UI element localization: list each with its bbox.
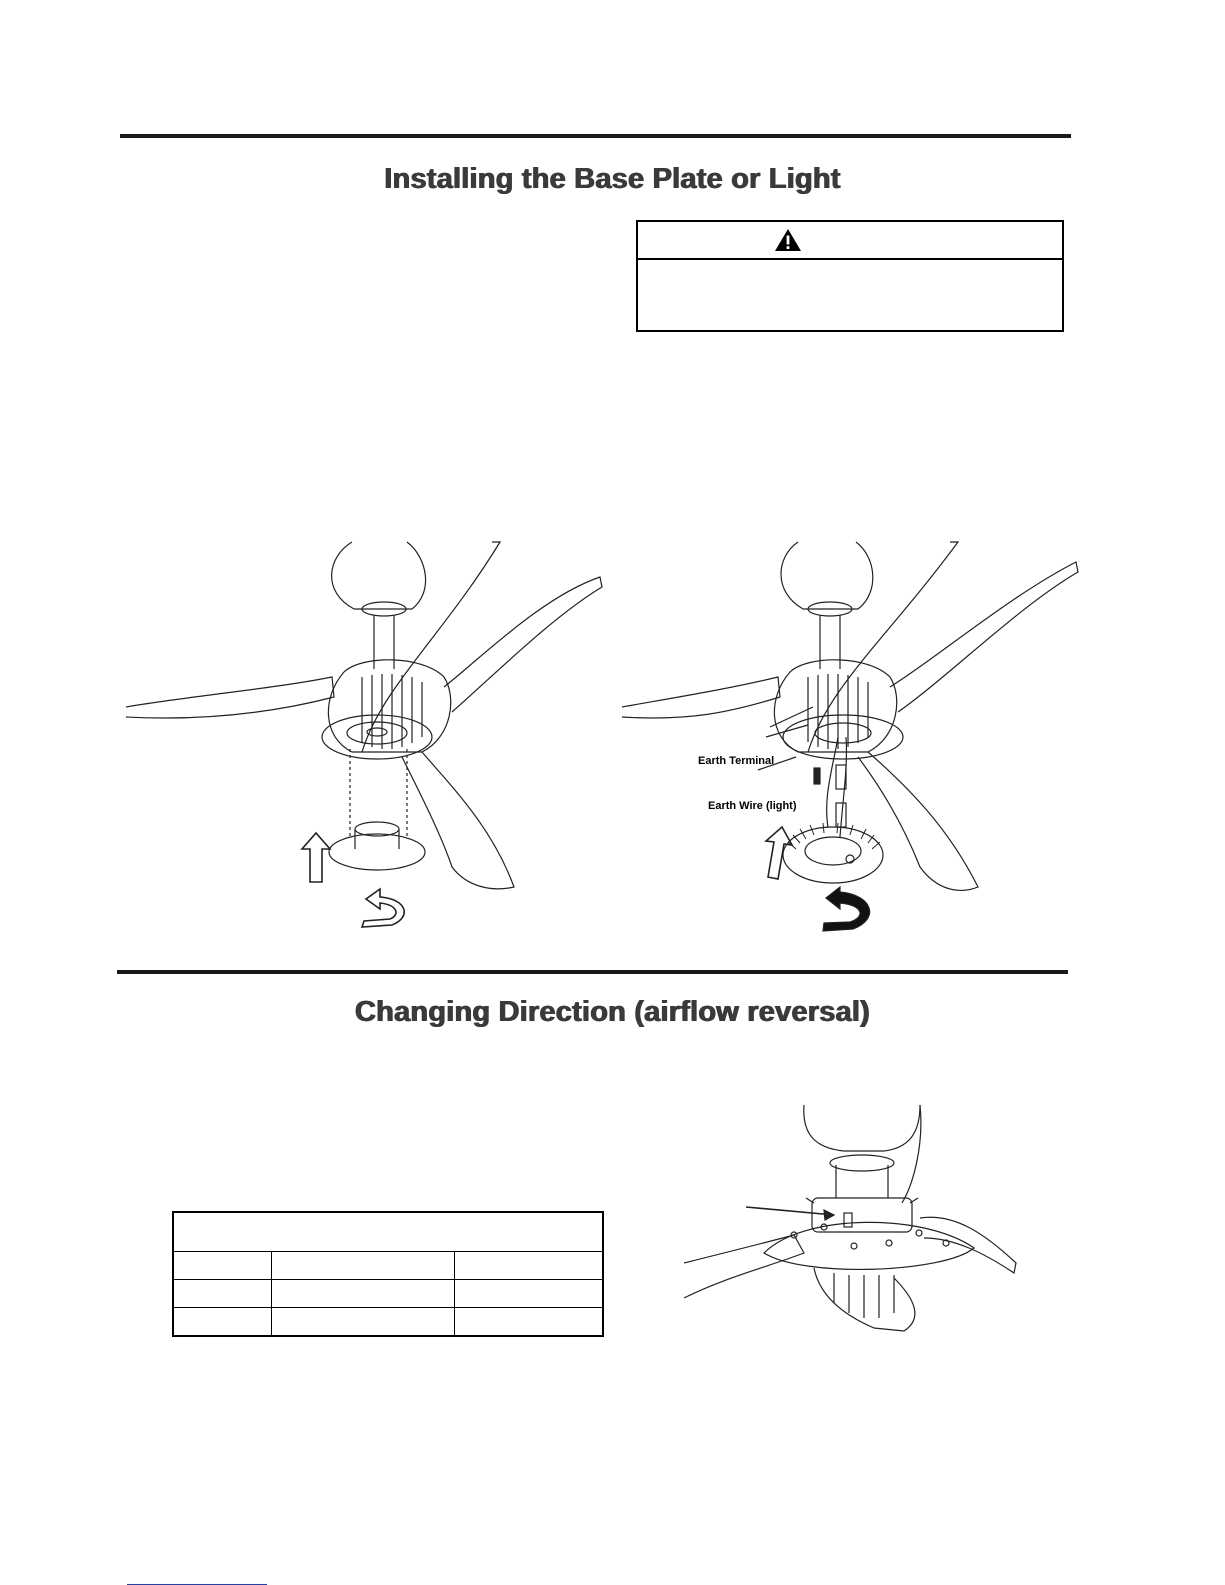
top-divider bbox=[120, 134, 1071, 138]
section-title-changing-direction: Changing Direction (airflow reversal) bbox=[355, 996, 870, 1028]
middle-divider bbox=[117, 970, 1068, 974]
warning-box bbox=[636, 220, 1064, 332]
table-cell bbox=[455, 1308, 604, 1337]
figure-light-kit bbox=[618, 537, 1080, 937]
warning-box-header bbox=[638, 222, 1062, 260]
table-cell bbox=[272, 1308, 455, 1337]
table-row bbox=[173, 1280, 603, 1308]
rotate-arrow-icon bbox=[823, 887, 870, 931]
table-cell bbox=[455, 1252, 604, 1280]
table-cell bbox=[173, 1280, 272, 1308]
rotate-arrow-icon bbox=[362, 889, 404, 927]
table-header-cell bbox=[173, 1212, 603, 1252]
table-cell bbox=[272, 1280, 455, 1308]
warning-triangle-icon bbox=[774, 228, 802, 252]
figure-base-plate bbox=[122, 537, 604, 937]
earth-wire-label: Earth Wire (light) bbox=[708, 800, 797, 812]
arrow-up-icon bbox=[302, 833, 330, 882]
table-row bbox=[173, 1308, 603, 1337]
table-cell bbox=[173, 1308, 272, 1337]
table-row bbox=[173, 1212, 603, 1252]
table-cell bbox=[455, 1280, 604, 1308]
direction-table bbox=[172, 1211, 604, 1337]
table-row bbox=[173, 1252, 603, 1280]
table-cell bbox=[173, 1252, 272, 1280]
earth-terminal-label: Earth Terminal bbox=[698, 755, 775, 767]
section-title-base-plate: Installing the Base Plate or Light bbox=[384, 163, 841, 195]
figure-direction-switch bbox=[684, 1103, 1020, 1345]
table-cell bbox=[272, 1252, 455, 1280]
arrow-up-icon bbox=[766, 827, 792, 879]
